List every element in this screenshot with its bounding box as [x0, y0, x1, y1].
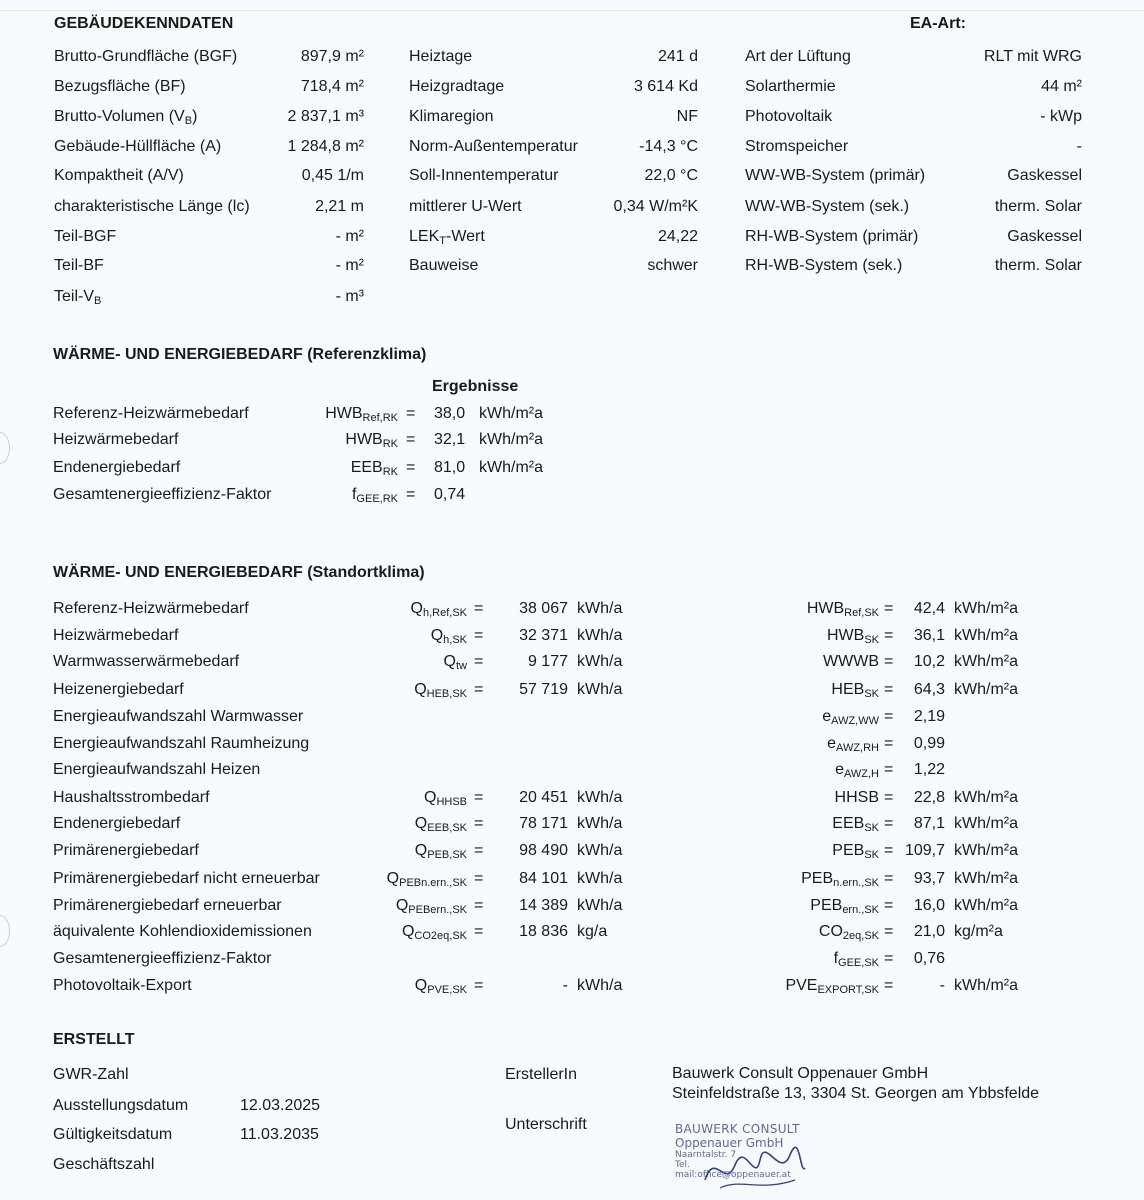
referenz-value: 32,1 [434, 431, 466, 448]
standort-s-unit: kWh/m²a [954, 977, 1018, 994]
standort-q-symbol-subscript: tw [456, 660, 467, 672]
standort-q-symbol-subscript: PEB,SK [427, 849, 467, 861]
stamp-line: BAUWERK CONSULT [675, 1122, 800, 1136]
standort-q-symbol-text: Q [414, 842, 428, 859]
referenz-equals: = [406, 405, 416, 422]
gebaeude-label-subscript: B [184, 115, 193, 127]
standort-q-value: 57 719 [519, 681, 568, 698]
gebaeude-value: therm. Solar [994, 198, 1082, 215]
gebaeude-label: Photovoltaik [745, 108, 833, 125]
gebaeude-label: Stromspeicher [745, 138, 849, 155]
standort-s-equals: = [884, 815, 894, 832]
standort-q-symbol-text: Q [395, 897, 409, 914]
standort-s-value: 87,1 [913, 815, 945, 832]
top-rule [0, 10, 1144, 11]
gebaeude-label-text: LEK [409, 228, 440, 245]
gebaeude-value: NF [676, 108, 698, 125]
gueltigkeitsdatum-value: 11.03.2035 [240, 1126, 319, 1143]
stamp-line: Oppenauer GmbH [675, 1136, 784, 1150]
standort-s-equals: = [884, 627, 894, 644]
referenz-label: Referenz-Heizwärmebedarf [53, 405, 249, 422]
standort-s-equals: = [884, 923, 894, 940]
gebaeude-label: Solarthermie [745, 78, 836, 95]
ausstellungsdatum-value: 12.03.2025 [240, 1097, 321, 1114]
standort-q-symbol-text: Q [414, 815, 428, 832]
standort-s-symbol-text: WWWB [823, 653, 879, 670]
standort-s-symbol-text: e [822, 708, 832, 725]
referenz-symbol-subscript: RK [382, 466, 398, 478]
referenz-unit: kWh/m²a [479, 431, 543, 448]
standort-s-symbol-subscript: AWZ,RH [836, 742, 879, 754]
standort-q-symbol-subscript: HEB,SK [426, 688, 467, 700]
gebaeude-value: 3 614 Kd [633, 78, 698, 95]
standort-s-symbol-text: CO [818, 923, 843, 940]
standort-s-symbol-subscript: SK [864, 634, 879, 646]
standort-s-symbol-text: HHSB [834, 789, 879, 806]
referenz-equals: = [406, 459, 416, 476]
firma-name: Bauwerk Consult Oppenauer GmbH [672, 1065, 929, 1082]
gebaeude-label-suffix: -Wert [445, 228, 485, 245]
standort-q-equals: = [474, 653, 484, 670]
gebaeude-label-text: Gebäude-Hüllfläche (A) [54, 138, 222, 155]
gebaeude-value: 22,0 °C [644, 167, 698, 184]
referenz-symbol-text: HWB [345, 431, 383, 448]
gebaeude-label-text: Heiztage [409, 48, 473, 65]
referenz-symbol-subscript: Ref,RK [362, 412, 398, 424]
standort-s-symbol-subscript: SK [864, 849, 879, 861]
standort-s-value: 36,1 [913, 627, 945, 644]
standort-s-symbol-subscript: SK [864, 822, 879, 834]
standort-q-unit: kWh/a [577, 600, 623, 617]
standort-s-value: 0,76 [913, 950, 945, 967]
standort-s-equals: = [884, 761, 894, 778]
gwr-label: GWR-Zahl [53, 1066, 129, 1083]
standort-q-symbol-subscript: CO2eq,SK [414, 930, 467, 942]
standort-q-unit: kWh/a [577, 870, 623, 887]
gebaeude-value: -14,3 °C [639, 138, 698, 155]
standort-q-value: - [562, 977, 568, 994]
standort-q-unit: kWh/a [577, 842, 623, 859]
standort-q-symbol-text: Q [430, 627, 444, 644]
standort-s-value: 42,4 [913, 600, 945, 617]
standort-q-symbol-subscript: h,Ref,SK [422, 607, 467, 619]
gebaeude-value: 24,22 [657, 228, 698, 245]
standort-s-unit: kWh/m²a [954, 681, 1018, 698]
gebaeude-label-text: Teil-V [54, 288, 95, 305]
gebaeude-value: Gaskessel [1007, 228, 1082, 245]
gebaeude-label-subscript: B [94, 295, 102, 307]
standort-s-symbol-subscript: Ref,SK [844, 607, 879, 619]
referenz-label: Gesamtenergieeffizienz-Faktor [53, 486, 272, 503]
standort-label: Primärenergiebedarf nicht erneuerbar [53, 870, 320, 887]
standort-q-symbol-subscript: EEB,SK [427, 822, 467, 834]
gebaeude-value: 2,21 m [315, 198, 364, 215]
standort-q-equals: = [474, 789, 484, 806]
gebaeude-label-text: Heizgradtage [409, 78, 505, 95]
referenz-value: 38,0 [434, 405, 466, 422]
standort-q-symbol-text: Q [410, 600, 423, 617]
standort-s-symbol-text: f [833, 950, 839, 967]
standort-q-value: 38 067 [519, 600, 568, 617]
standort-q-value: 78 171 [519, 815, 568, 832]
gebaeude-value: 0,45 1/m [301, 167, 364, 184]
standort-label: Energieaufwandszahl Raumheizung [53, 735, 310, 752]
gebaeude-value: - [1076, 138, 1082, 155]
referenz-symbol-subscript: RK [382, 438, 398, 450]
gebaeude-label-text: Bauweise [409, 257, 479, 274]
standort-s-symbol-text: PEB [832, 842, 865, 859]
punch-hole-mark [0, 432, 10, 464]
gebaeude-label-text: Bezugsfläche (BF) [54, 78, 186, 95]
standort-label: Heizenergiebedarf [53, 681, 184, 698]
gebaeude-value: therm. Solar [994, 257, 1082, 274]
standort-q-equals: = [474, 977, 484, 994]
standort-s-value: 0,99 [913, 735, 945, 752]
gebaeude-label-text: charakteristische Länge (lc) [54, 198, 250, 215]
standort-s-symbol-subscript: SK [864, 688, 879, 700]
gueltigkeitsdatum-label: Gültigkeitsdatum [53, 1126, 173, 1143]
referenz-equals: = [406, 486, 416, 503]
gebaeude-label-subscript: T [439, 235, 446, 247]
standort-q-unit: kWh/a [577, 897, 623, 914]
gebaeude-label-text: Teil-BF [54, 257, 104, 274]
standort-s-value: 2,19 [913, 708, 945, 725]
gebaeude-value: 0,34 W/m²K [613, 198, 698, 215]
standort-s-equals: = [884, 950, 894, 967]
gebaeude-value: 241 d [657, 48, 698, 65]
standort-q-symbol-text: Q [423, 789, 437, 806]
standort-label: äquivalente Kohlendioxidemissionen [53, 923, 312, 940]
gebaeude-value: 44 m² [1041, 78, 1082, 95]
standort-label: Warmwasserwärmebedarf [53, 653, 240, 670]
standort-s-symbol-text: e [827, 735, 837, 752]
referenz-unit: kWh/m²a [479, 405, 543, 422]
standort-q-symbol-subscript: HHSB [436, 796, 467, 808]
stamp-line: Naarntalstr. 7 [675, 1150, 737, 1160]
handwritten-signature [700, 1140, 810, 1200]
stamp-line: mail:office@oppenauer.at [675, 1170, 791, 1180]
standort-q-symbol-subscript: PEBn.ern.,SK [399, 877, 467, 889]
standort-s-value: 1,22 [913, 761, 945, 778]
standort-label: Gesamtenergieeffizienz-Faktor [53, 950, 272, 967]
gebaeude-value: Gaskessel [1007, 167, 1082, 184]
standort-s-symbol-text: EEB [832, 815, 865, 832]
standort-q-unit: kWh/a [577, 789, 623, 806]
section-title-referenz: WÄRME- UND ENERGIEBEDARF (Referenzklima) [53, 346, 427, 363]
referenz-label: Heizwärmebedarf [53, 431, 179, 448]
stamp-line: Tel. [675, 1160, 690, 1170]
standort-s-value: 22,8 [913, 789, 945, 806]
gebaeude-label-text: Teil-BGF [54, 228, 117, 245]
referenz-symbol [98, 485, 398, 505]
punch-hole-mark [0, 915, 10, 947]
gebaeude-value: - m² [335, 257, 364, 274]
standort-s-unit: kWh/m²a [954, 815, 1018, 832]
gebaeude-label-text: Kompaktheit (A/V) [54, 167, 184, 184]
standort-q-symbol-subscript: h,SK [443, 634, 467, 646]
standort-s-symbol-subscript: n.ern.,SK [833, 877, 879, 889]
section-title-gebaeude: GEBÄUDEKENNDATEN [54, 15, 234, 32]
standort-s-symbol-text: PEB [810, 897, 843, 914]
gebaeude-label: WW-WB-System (sek.) [745, 198, 910, 215]
section-title-standort: WÄRME- UND ENERGIEBEDARF (Standortklima) [53, 564, 425, 581]
standort-q-symbol-text: Q [386, 870, 400, 887]
standort-label: Endenergiebedarf [53, 815, 181, 832]
gebaeude-value: - m² [335, 228, 364, 245]
standort-s-equals: = [884, 735, 894, 752]
standort-q-unit: kWh/a [577, 681, 623, 698]
gebaeude-value: RLT mit WRG [983, 48, 1082, 65]
standort-s-symbol-subscript: AWZ,H [843, 768, 879, 780]
standort-s-unit: kWh/m²a [954, 870, 1018, 887]
standort-q-value: 20 451 [519, 789, 568, 806]
standort-q-equals: = [474, 870, 484, 887]
standort-s-symbol-text: HWB [826, 627, 865, 644]
standort-s-unit: kWh/m²a [954, 842, 1018, 859]
referenz-symbol [98, 404, 398, 424]
standort-s-equals: = [884, 977, 894, 994]
gebaeude-label: Art der Lüftung [745, 48, 851, 65]
standort-label: Primärenergiebedarf erneuerbar [53, 897, 282, 914]
standort-s-unit: kWh/m²a [954, 627, 1018, 644]
standort-s-equals: = [884, 842, 894, 859]
standort-label: Primärenergiebedarf [53, 842, 199, 859]
standort-s-symbol-subscript: 2eq,SK [842, 930, 879, 942]
gebaeude-label-text: Soll-Innentemperatur [409, 167, 559, 184]
gebaeude-value: schwer [647, 257, 698, 274]
gebaeude-value: 718,4 m² [300, 78, 364, 95]
geschaeftszahl-label: Geschäftszahl [53, 1156, 155, 1173]
standort-q-value: 18 836 [519, 923, 568, 940]
gebaeude-value: 897,9 m² [300, 48, 364, 65]
referenz-symbol-subscript: GEE,RK [356, 493, 398, 505]
standort-s-value: 109,7 [904, 842, 945, 859]
standort-s-equals: = [884, 708, 894, 725]
standort-s-value: 16,0 [913, 897, 945, 914]
standort-q-equals: = [474, 897, 484, 914]
referenz-symbol [98, 458, 398, 478]
gebaeude-label: WW-WB-System (primär) [745, 167, 926, 184]
standort-s-equals: = [884, 789, 894, 806]
standort-s-unit: kWh/m²a [954, 600, 1018, 617]
standort-q-equals: = [474, 627, 484, 644]
gebaeude-value: - kWp [1040, 108, 1082, 125]
referenz-value: 81,0 [434, 459, 466, 476]
standort-q-value: 9 177 [527, 653, 568, 670]
standort-q-symbol-text: Q [414, 681, 427, 698]
referenz-symbol-text: HWB [325, 405, 363, 422]
standort-q-symbol-subscript: PEBern.,SK [408, 904, 467, 916]
ausstellungsdatum-label: Ausstellungsdatum [53, 1097, 189, 1114]
standort-s-value: 21,0 [913, 923, 945, 940]
gebaeude-label-text: Klimaregion [409, 108, 494, 125]
standort-label: Energieaufwandszahl Warmwasser [53, 708, 304, 725]
standort-q-equals: = [474, 600, 484, 617]
standort-q-unit: kg/a [577, 923, 608, 940]
referenz-value: 0,74 [434, 486, 466, 503]
standort-q-value: 14 389 [519, 897, 568, 914]
standort-q-value: 32 371 [519, 627, 568, 644]
ersteller-label: ErstellerIn [505, 1066, 578, 1083]
referenz-symbol-text: EEB [350, 459, 383, 476]
standort-q-equals: = [474, 842, 484, 859]
standort-s-unit: kg/m²a [954, 923, 1003, 940]
standort-q-value: 98 490 [519, 842, 568, 859]
standort-q-symbol-text: Q [401, 923, 415, 940]
gebaeude-value: - m³ [335, 288, 364, 305]
standort-s-symbol-subscript: GEE,SK [838, 957, 879, 969]
referenz-label: Endenergiebedarf [53, 459, 181, 476]
gebaeude-label-text: mittlerer U-Wert [409, 198, 522, 215]
standort-s-value: 10,2 [913, 653, 945, 670]
standort-q-unit: kWh/a [577, 627, 623, 644]
standort-label: Haushaltsstrombedarf [53, 789, 210, 806]
standort-label: Energieaufwandszahl Heizen [53, 761, 261, 778]
standort-s-symbol-text: PVE [785, 977, 818, 994]
standort-s-unit: kWh/m²a [954, 897, 1018, 914]
referenz-unit: kWh/m²a [479, 459, 543, 476]
standort-s-unit: kWh/m²a [954, 653, 1018, 670]
standort-s-equals: = [884, 681, 894, 698]
standort-s-unit: kWh/m²a [954, 789, 1018, 806]
unterschrift-label: Unterschrift [505, 1116, 587, 1133]
standort-s-symbol-text: HWB [806, 600, 845, 617]
firma-adresse: Steinfeldstraße 13, 3304 St. Georgen am Ybbsfelde [672, 1085, 1040, 1102]
standort-s-symbol-subscript: AWZ,WW [831, 715, 879, 727]
standort-s-symbol-text: PEB [801, 870, 834, 887]
standort-q-value: 84 101 [519, 870, 568, 887]
standort-label: Heizwärmebedarf [53, 627, 179, 644]
standort-s-symbol-subscript: ern.,SK [842, 904, 879, 916]
standort-q-unit: kWh/a [577, 653, 623, 670]
standort-label: Photovoltaik-Export [53, 977, 192, 994]
gebaeude-label-text: Norm-Außentemperatur [409, 138, 578, 155]
standort-q-unit: kWh/a [577, 815, 623, 832]
referenz-equals: = [406, 431, 416, 448]
gebaeude-label: RH-WB-System (sek.) [745, 257, 903, 274]
standort-q-equals: = [474, 815, 484, 832]
gebaeude-value: 1 284,8 m² [287, 138, 364, 155]
ergebnisse-heading: Ergebnisse [432, 378, 519, 395]
standort-s-value: 93,7 [913, 870, 945, 887]
gebaeude-value: 2 837,1 m³ [287, 108, 364, 125]
section-title-erstellt: ERSTELLT [53, 1031, 135, 1048]
standort-q-symbol-text: Q [414, 977, 428, 994]
standort-q-unit: kWh/a [577, 977, 623, 994]
standort-s-symbol-text: HEB [831, 681, 865, 698]
referenz-symbol [98, 430, 398, 450]
gebaeude-label-text: Brutto-Grundfläche (BGF) [54, 48, 238, 65]
ea-art-label: EA-Art: [910, 15, 966, 32]
standort-s-equals: = [884, 870, 894, 887]
standort-s-symbol-subscript: EXPORT,SK [817, 984, 879, 996]
standort-s-equals: = [884, 653, 894, 670]
standort-s-value: 64,3 [913, 681, 945, 698]
standort-s-symbol-text: e [835, 761, 844, 778]
standort-label: Referenz-Heizwärmebedarf [53, 600, 249, 617]
gebaeude-label: RH-WB-System (primär) [745, 228, 919, 245]
standort-s-value: - [939, 977, 945, 994]
standort-q-symbol-text: Q [443, 653, 456, 670]
standort-s-equals: = [884, 897, 894, 914]
referenz-symbol-text: f [351, 486, 357, 503]
standort-q-symbol-subscript: PVE,SK [427, 984, 467, 996]
gebaeude-label-text: Brutto-Volumen (V [54, 108, 185, 125]
standort-s-equals: = [884, 600, 894, 617]
standort-q-equals: = [474, 681, 484, 698]
gebaeude-label-suffix: ) [192, 108, 198, 125]
standort-q-equals: = [474, 923, 484, 940]
